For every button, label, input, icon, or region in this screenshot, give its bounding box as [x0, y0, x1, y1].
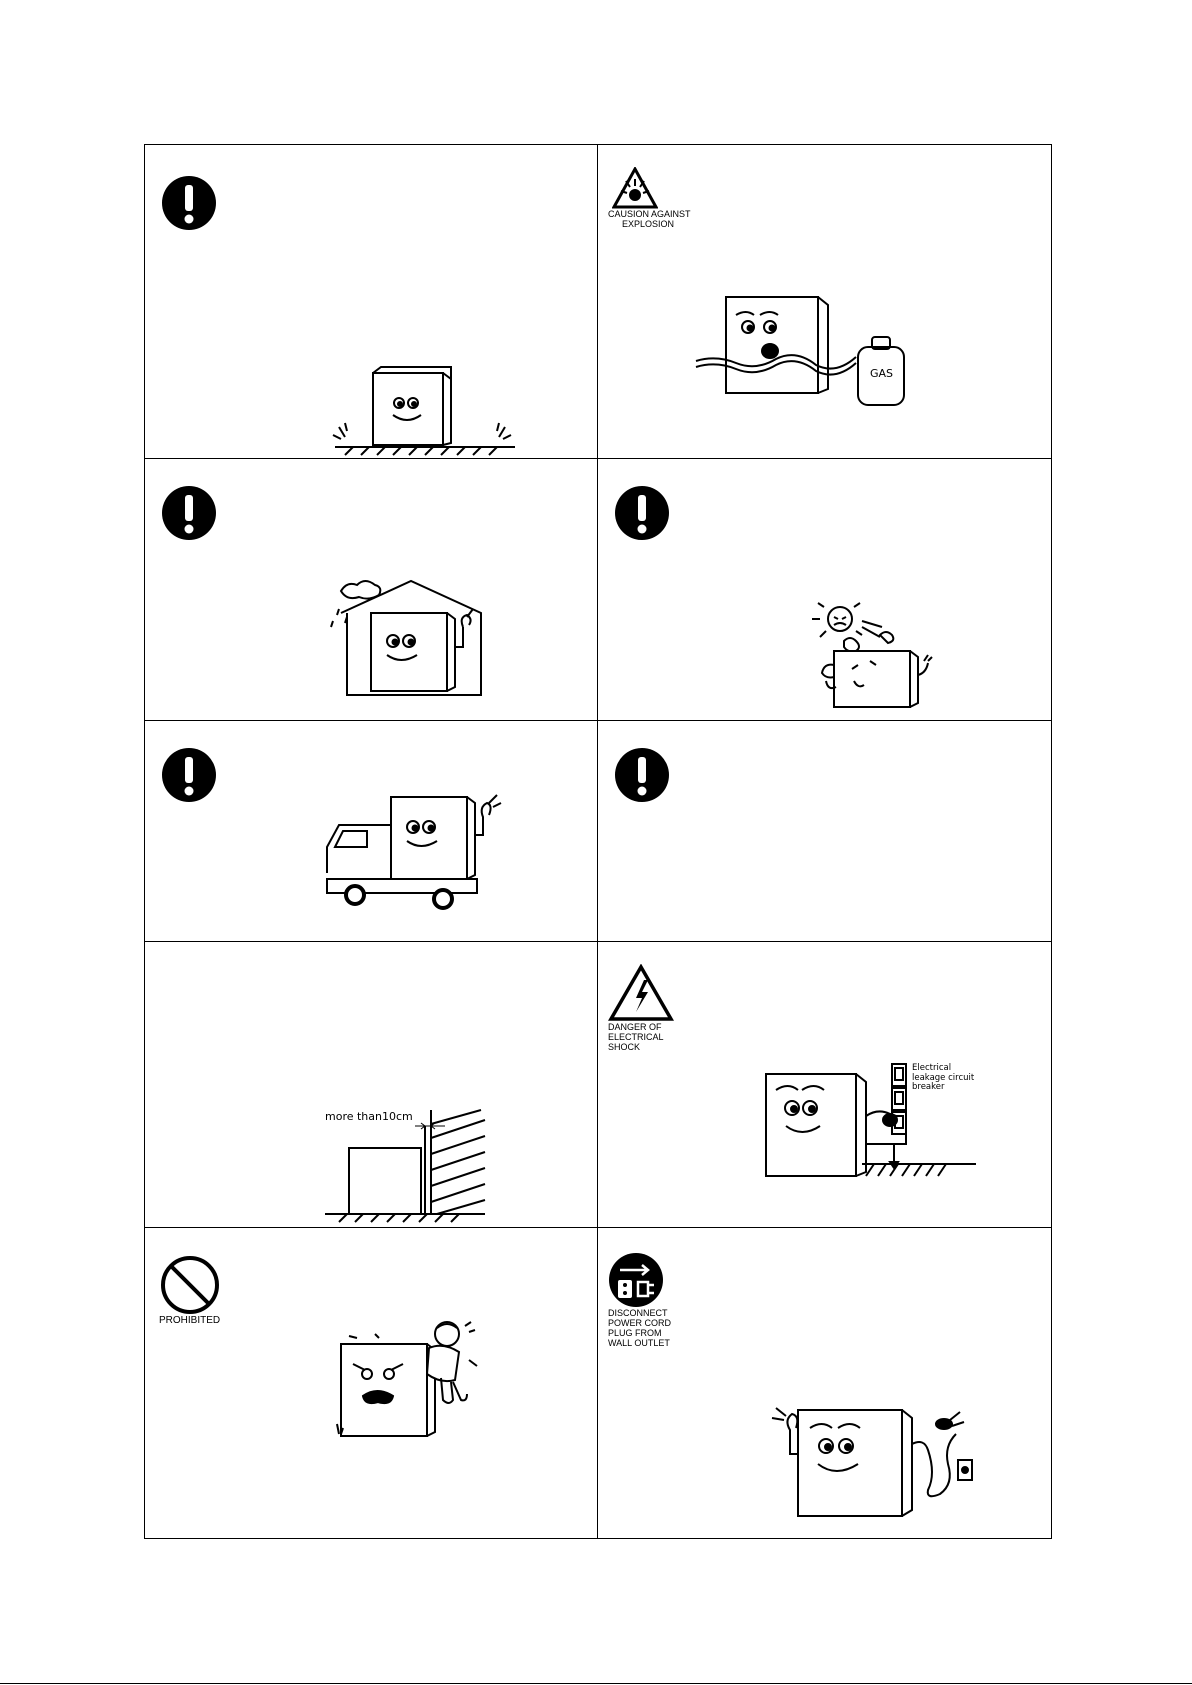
prohibited-symbol [159, 1254, 221, 1326]
mandatory-icon [614, 747, 670, 803]
mandatory-icon [161, 747, 217, 803]
gas-cylinder-label: GAS [870, 367, 894, 380]
appliance-grounded-illustration [766, 1064, 976, 1184]
prohibited-label [159, 1316, 221, 1326]
cell-avoid-sunlight [598, 459, 1052, 721]
electric-shock-label [608, 1022, 674, 1052]
page-bottom-rule [0, 1683, 1192, 1684]
clearance-label: more than10cm [325, 1110, 413, 1123]
disconnect-label-line-1: DISCONNECT [608, 1308, 668, 1318]
mandatory-icon [614, 485, 670, 541]
appliance-on-level-floor-illustration [325, 365, 525, 455]
explosion-warning-symbol [608, 167, 691, 229]
disconnect-label-line-3: PLUG FROM [608, 1328, 662, 1338]
breaker-label-line-2: leakage circuit [912, 1072, 975, 1083]
cell-wall-clearance [145, 942, 598, 1228]
cell-transport [145, 721, 598, 942]
prohibited-label-line-1: PROHIBITED [159, 1315, 221, 1326]
cell-disconnect-power [598, 1228, 1052, 1539]
breaker-label [912, 1064, 974, 1093]
disconnect-label-line-4: WALL OUTLET [608, 1338, 670, 1348]
disconnect-label [608, 1308, 671, 1348]
appliance-under-roof-illustration [331, 577, 491, 697]
appliance-near-gas-illustration [696, 293, 916, 413]
disconnect-plug-symbol [608, 1252, 671, 1348]
cell-gas-hazard [598, 145, 1052, 459]
electric-shock-label-line-1: DANGER OF [608, 1022, 662, 1032]
child-climbing-appliance-illustration [329, 1320, 489, 1440]
electric-shock-warning-symbol [608, 964, 674, 1052]
explosion-label-line-2: EXPLOSION [622, 219, 675, 229]
appliance-on-truck-illustration [325, 791, 515, 911]
appliance-unplugged-illustration [768, 1394, 978, 1520]
mandatory-icon [161, 485, 217, 541]
explosion-label [608, 209, 691, 229]
cell-grounding [598, 942, 1052, 1228]
breaker-label-line-1: Electrical [912, 1063, 952, 1073]
mandatory-icon [161, 175, 217, 231]
cell-indoor-installation [145, 459, 598, 721]
breaker-label-line-3: breaker [912, 1082, 945, 1092]
electric-shock-label-line-3: SHOCK [608, 1042, 641, 1052]
safety-instructions-table [144, 144, 1052, 1539]
wall-clearance-diagram [325, 1110, 485, 1222]
electric-shock-label-line-2: ELECTRICAL [608, 1032, 664, 1042]
cell-level-installation [145, 145, 598, 459]
cell-no-climbing [145, 1228, 598, 1539]
cell-mandatory-notice [598, 721, 1052, 942]
disconnect-label-line-2: POWER CORD [608, 1318, 671, 1328]
explosion-label-line-1: CAUSION AGAINST [608, 209, 691, 219]
appliance-in-sunlight-illustration [804, 601, 934, 711]
